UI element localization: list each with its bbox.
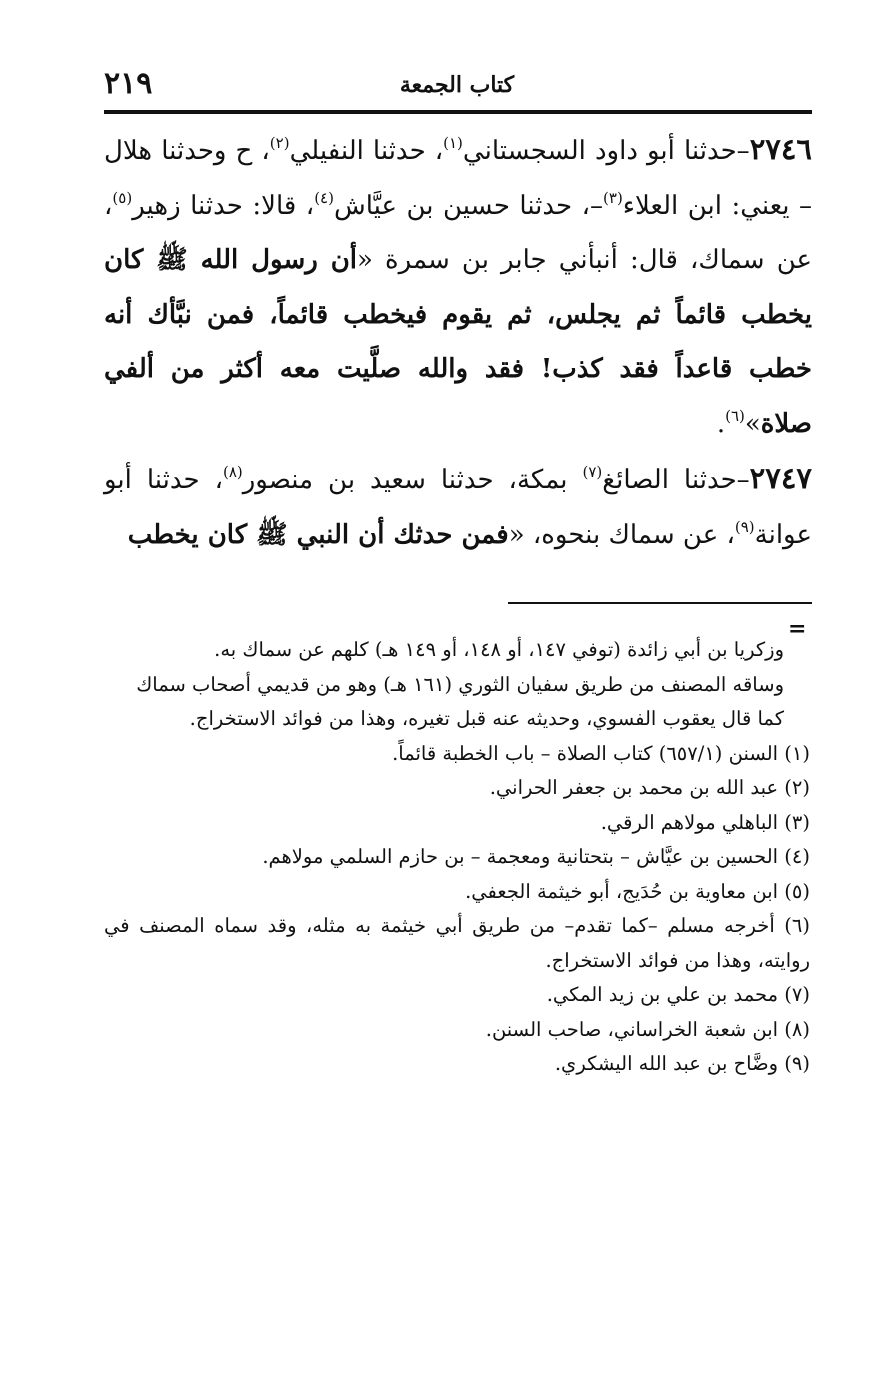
footnote-2 — [104, 771, 810, 806]
footnote-ref: (٢) — [269, 134, 290, 152]
hadith-2747 — [104, 451, 812, 562]
continuation-mark: = — [788, 616, 807, 642]
footnote-1 — [104, 737, 810, 772]
header-rule — [104, 110, 812, 114]
hadith-text: ، ح وحدثنا هلال – يعني: ابن العلاء — [104, 136, 813, 221]
hadith-text: . — [716, 408, 726, 439]
footnote-ref: (٨) — [222, 463, 243, 481]
footnote-4 — [104, 840, 810, 875]
quote-close: » — [744, 408, 761, 439]
footnote-label: (٣) — [784, 810, 810, 834]
hadith-2746 — [104, 122, 812, 451]
hadith-text: ، عن سماك بنحوه، — [524, 519, 735, 550]
quote-open: « — [357, 245, 373, 275]
hadith-text: –حدثنا أبو داود السجستاني — [462, 136, 750, 166]
footnote-text: الحسين بن عيَّاش – بتحتانية ومعجمة – بن حازم السلمي مولاهم. — [262, 845, 779, 868]
footnote-label: (٦) — [784, 914, 810, 937]
quote-open: « — [508, 519, 525, 550]
footnote-ref: (٧) — [582, 463, 603, 481]
footnote-continuation-line: وساقه المصنف من طريق سفيان الثوري (١٦١ هـ) وهو من قديمي أصحاب سماك كما قال يعقوب الفسوي، وحديثه عنه قبل تغيره، وهذا من فوائد الاستخراج. — [136, 672, 784, 730]
footnote-label: (٧) — [784, 983, 810, 1006]
footnote-ref: (٤) — [314, 188, 334, 207]
hadith-matn: أن رسول الله ﷺ كان يخطب قائماً ثم يجلس، ثم يقوم فيخطب قائماً، فمن نبَّأك أنه خطب قاعداً فقد كذب! فقد والله صلَّيت معه أكثر من ألفي صلاة — [104, 245, 812, 439]
page-number: ٢١٩ — [104, 66, 153, 101]
hadith-text: –، حدثنا حسين بن عيَّاش — [333, 190, 604, 221]
hadith-matn: فمن حدثك أن النبي ﷺ كان يخطب — [127, 519, 509, 550]
footnote-ref: (٣) — [603, 188, 623, 207]
hadith-text: ، عن سماك، قال: أنبأني جابر بن سمرة — [104, 190, 812, 275]
hadith-number: ٢٧٤٧ — [749, 461, 812, 495]
footnote-3 — [104, 806, 810, 841]
footnote-label: (٨) — [784, 1017, 810, 1041]
footnotes — [104, 633, 810, 1082]
footnote-label: (٢) — [784, 776, 810, 799]
footnote-separator — [508, 602, 812, 604]
footnote-text: أخرجه مسلم –كما تقدم– من طريق أبي خيثمة به مثله، وقد سماه المصنف في روايته، وهذا من فوائد الاستخراج. — [104, 914, 810, 972]
footnote-5 — [104, 875, 810, 910]
footnote-6 — [104, 909, 810, 978]
footnote-label: (٥) — [784, 879, 810, 903]
hadith-text: –حدثنا الصائغ — [602, 465, 750, 495]
running-title: كتاب الجمعة — [399, 72, 515, 98]
footnote-text: ابن معاوية بن حُدَيج، أبو خيثمة الجعفي. — [465, 879, 779, 903]
footnote-ref: (١) — [443, 134, 463, 152]
main-text — [104, 122, 812, 562]
page-header — [104, 66, 810, 106]
footnote-text: السنن (٦٥٧/١) كتاب الصلاة – باب الخطبة قائماً. — [392, 741, 779, 765]
footnote-label: (١) — [784, 741, 810, 765]
hadith-text: ، حدثنا النفيلي — [289, 136, 444, 166]
footnote-text: ابن شعبة الخراساني، صاحب السنن. — [485, 1017, 779, 1041]
footnote-continuation-line: وزكريا بن أبي زائدة (توفي ١٤٧، أو ١٤٨، أو ١٤٩ هـ) كلهم عن سماك به. — [214, 638, 784, 661]
footnote-text: الباهلي مولاهم الرقي. — [600, 810, 779, 834]
hadith-number: ٢٧٤٦ — [749, 132, 812, 166]
footnote-ref: (٦) — [725, 406, 745, 425]
hadith-text: بمكة، حدثنا سعيد بن منصور — [242, 465, 583, 495]
footnote-8 — [104, 1013, 810, 1048]
footnote-label: (٩) — [784, 1052, 810, 1075]
hadith-text: ، قالا: حدثنا زهير — [132, 190, 315, 221]
footnote-ref: (٩) — [734, 517, 755, 536]
footnote-text: محمد بن علي بن زيد المكي. — [546, 983, 779, 1006]
footnote-ref: (٥) — [112, 188, 133, 207]
footnote-label: (٤) — [784, 845, 810, 868]
hadith-text: ، حدثنا أبو عوانة — [104, 465, 812, 550]
footnote-7 — [104, 978, 810, 1013]
footnote-text: عبد الله بن محمد بن جعفر الحراني. — [489, 776, 779, 799]
footnote-9 — [104, 1047, 810, 1082]
footnote-text: وضَّاح بن عبد الله اليشكري. — [554, 1052, 779, 1075]
